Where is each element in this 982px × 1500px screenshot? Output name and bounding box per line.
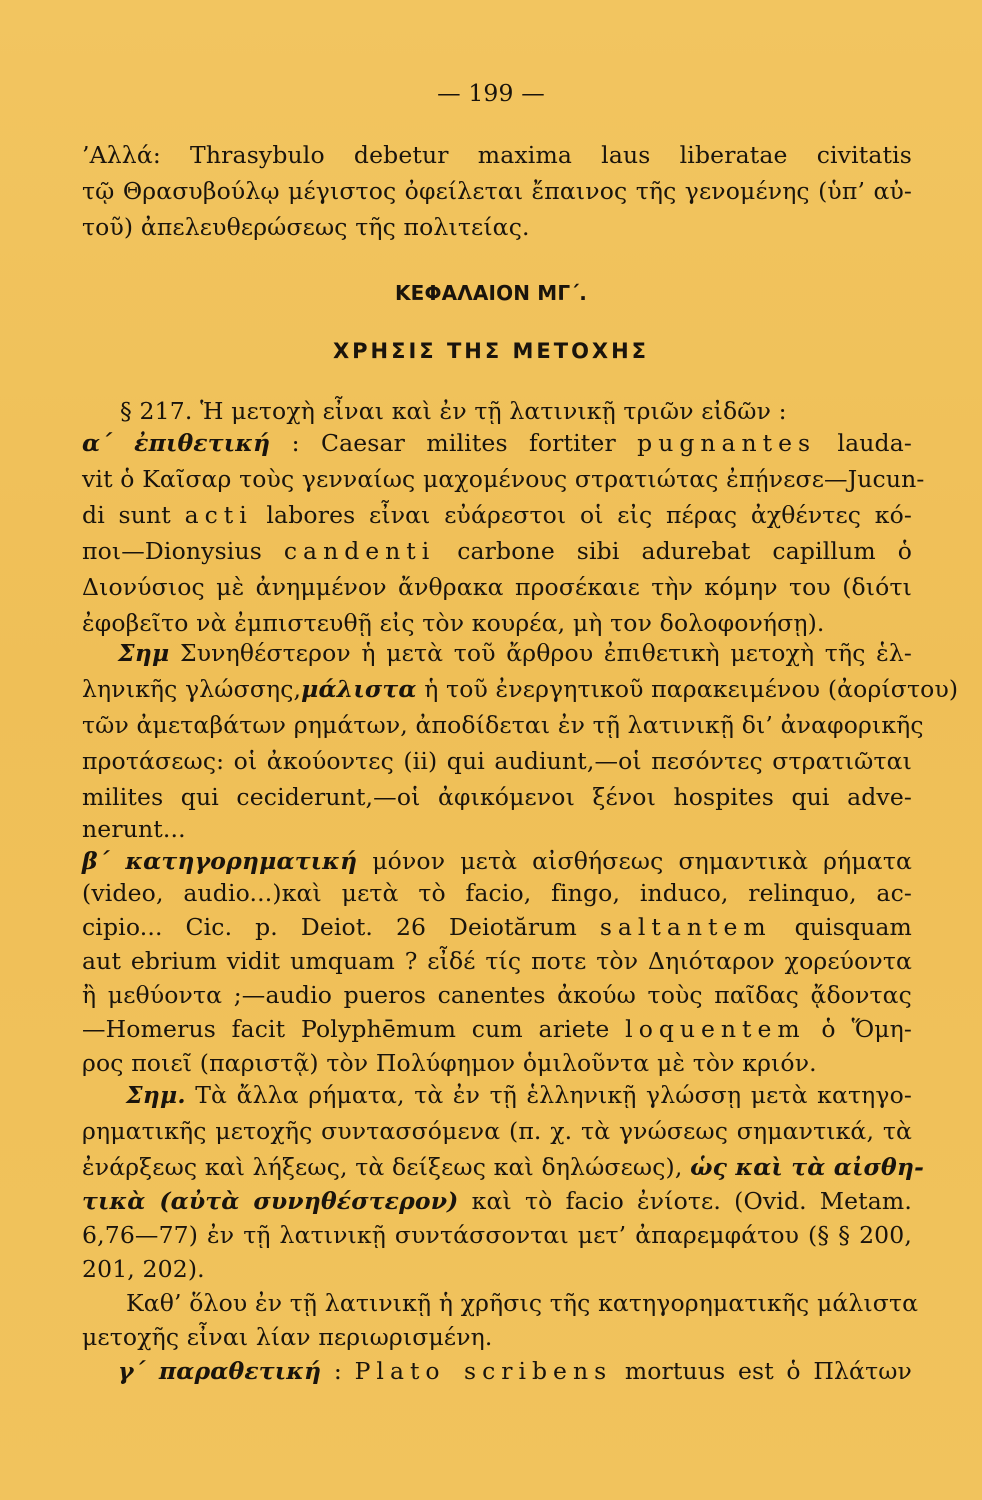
page-number: — 199 — xyxy=(437,79,545,107)
note-2-line-4 xyxy=(82,1186,912,1216)
beta-line-6-end: ὁ Ὅμη- xyxy=(821,1015,912,1043)
beta-line-3-spaced: saltantem xyxy=(599,913,772,941)
alpha-line-5: Διονύσιος μὲ ἀνημμένον ἄνθρακα προσέκαιε τὴν κόμην του (διότι xyxy=(82,573,912,601)
note-1-line-6: nerunt... xyxy=(82,815,186,843)
note-2-line-4-end: καὶ τὸ facio ἐνίοτε. (Ovid. Metam. xyxy=(471,1187,912,1215)
chapter-number: ΚΕΦΑΛΑΙΟΝ ΜΓ΄. xyxy=(395,281,587,305)
alpha-spaced-word: pugnantes xyxy=(637,429,817,457)
note-1-line-2 xyxy=(82,674,959,704)
note-1-line-2-end: ἡ τοῦ ἐνεργητικοῦ παρακειμένου (ἀορίστου) xyxy=(424,675,959,703)
beta-line-5: ἢ μεθύοντα ;—audio pueros canentes ἀκούω τοὺς παῖδας ᾄδοντας xyxy=(82,981,912,1009)
gamma-separator: : xyxy=(333,1357,342,1385)
beta-line-3-end: quisquam xyxy=(794,913,912,941)
summary-line-2: μετοχῆς εἶναι λίαν περιωρισμένη. xyxy=(82,1323,493,1351)
beta-line-3-start: cipio... Cic. p. Deiot. 26 Deiotărum xyxy=(82,913,577,941)
beta-line-1-end: μόνον μετὰ αἰσθήσεως σημαντικὰ ρήματα xyxy=(372,847,912,875)
beta-line-3 xyxy=(82,912,912,942)
intro-line-3: τοῦ) ἀπελευθερώσεως τῆς πολιτείας. xyxy=(82,213,530,241)
intro-line-1: ’Αλλά: Thrasybulo debetur maxima laus liberatae civitatis xyxy=(82,141,912,169)
alpha-label: α΄ ἐπιθετική xyxy=(82,429,271,457)
beta-line-6 xyxy=(82,1014,912,1044)
note-1-line-1 xyxy=(118,638,912,668)
alpha-line-2: vit ὁ Καῖσαρ τοὺς γενναίως μαχομένους στρατιώτας ἐπῄνεσε—Jucun- xyxy=(82,465,925,493)
note-1-text: Συνηθέστερον ἡ μετὰ τοῦ ἄρθρου ἐπιθετικὴ μετοχὴ τῆς ἑλ- xyxy=(179,639,912,667)
alpha-line-3 xyxy=(82,500,912,530)
note-2-text: Τὰ ἄλλα ρήματα, τὰ ἐν τῇ ἑλληνικῇ γλώσσῃ μετὰ κατηγο- xyxy=(195,1081,912,1109)
note-2-line-3-start: ἐνάρξεως καὶ λήξεως, τὰ δείξεως καὶ δηλώσεως), xyxy=(82,1153,683,1181)
beta-line-7: ρος ποιεῖ (παριστᾷ) τὸν Πολύφημον ὁμιλοῦντα μὲ τὸν κριόν. xyxy=(82,1049,817,1077)
beta-line-6-spaced: loquentem xyxy=(625,1015,806,1043)
beta-label: β΄ κατηγορηματική xyxy=(82,847,358,875)
note-2-line-3 xyxy=(82,1152,924,1182)
note-1-line-2-start: ληνικῆς γλώσσης, xyxy=(82,675,302,703)
alpha-line-4-end: carbone sibi adurebat capillum ὁ xyxy=(457,537,913,565)
alpha-line-3-start: di sunt xyxy=(82,501,171,529)
note-2-line-4-bold: τικὰ (αὐτὰ συνηθέστερον) xyxy=(82,1187,459,1215)
alpha-line-6: ἐφοβεῖτο νὰ ἐμπιστευθῇ εἰς τὸν κουρέα, μὴ τον δολοφονήσῃ). xyxy=(82,609,825,637)
note-2-label: Σημ. xyxy=(126,1081,186,1109)
gamma-line-end: mortuus est ὁ Πλάτων xyxy=(624,1357,912,1385)
intro-line-2: τῷ Θρασυβούλῳ μέγιστος ὀφείλεται ἔπαινος τῆς γενομένης (ὑπ’ αὐ- xyxy=(82,177,912,205)
alpha-line-3-spaced: acti xyxy=(184,501,253,529)
summary-line-1: Καθ’ ὅλου ἐν τῇ λατινικῇ ἡ χρῆσις τῆς κατηγορηματικῆς μάλιστα xyxy=(126,1289,919,1317)
alpha-line-4-start: ποι—Dionysius xyxy=(82,537,262,565)
gamma-label: γ΄ παραθετική xyxy=(118,1357,322,1385)
note-1-line-4: προτάσεως: οἱ ἀκούοντες (ii) qui audiunt,—οἱ πεσόντες στρατιῶται xyxy=(82,747,912,775)
note-1-label: Σημ xyxy=(118,639,170,667)
alpha-text-end: lauda- xyxy=(837,429,912,457)
beta-line-1 xyxy=(82,846,912,876)
note-2-line-3-bold: ὡς καὶ τὰ αἰσθη- xyxy=(690,1153,924,1181)
note-1-line-5: milites qui ceciderunt,—οἱ ἀφικόμενοι ξένοι hospites qui adve- xyxy=(82,783,912,811)
chapter-title: ΧΡΗΣΙΣ ΤΗΣ ΜΕΤΟΧΗΣ xyxy=(332,339,650,363)
note-2-line-1 xyxy=(126,1080,912,1110)
note-2-line-2: ρηματικῆς μετοχῆς συντασσόμενα (π. χ. τὰ γνώσεως σημαντικά, τὰ xyxy=(82,1117,912,1145)
note-1-bold-word: μάλιστα xyxy=(301,675,417,703)
alpha-line-1 xyxy=(82,428,912,458)
beta-line-4: aut ebrium vidit umquam ? εἶδέ τίς ποτε τὸν Δηιόταρον χορεύοντα xyxy=(82,947,912,975)
alpha-text: : Caesar milites fortiter xyxy=(291,429,616,457)
beta-line-6-start: —Homerus facit Polyphēmum cum ariete xyxy=(82,1015,610,1043)
note-1-line-3: τῶν ἀμεταβάτων ρημάτων, ἀποδίδεται ἐν τῇ λατινικῇ δι’ ἀναφορικῆς xyxy=(82,711,924,739)
beta-line-2: (video, audio...)καὶ μετὰ τὸ facio, fingo, induco, relinquo, ac- xyxy=(82,879,912,907)
section-217-line: § 217. Ἡ μετοχὴ εἶναι καὶ ἐν τῇ λατινικῇ τριῶν εἰδῶν : xyxy=(120,397,787,425)
alpha-line-4-spaced: candenti xyxy=(283,537,436,565)
alpha-line-3-end: labores εἶναι εὐάρεστοι οἱ εἰς πέρας ἀχθέντες κό- xyxy=(266,501,912,529)
alpha-line-4 xyxy=(82,536,912,566)
gamma-line-1 xyxy=(118,1356,912,1386)
gamma-spaced-words: Plato scribens xyxy=(354,1357,613,1385)
note-2-line-6: 201, 202). xyxy=(82,1255,205,1283)
note-2-line-5: 6,76—77) ἐν τῇ λατινικῇ συντάσσονται μετ’ ἀπαρεμφάτου (§ § 200, xyxy=(82,1221,912,1249)
